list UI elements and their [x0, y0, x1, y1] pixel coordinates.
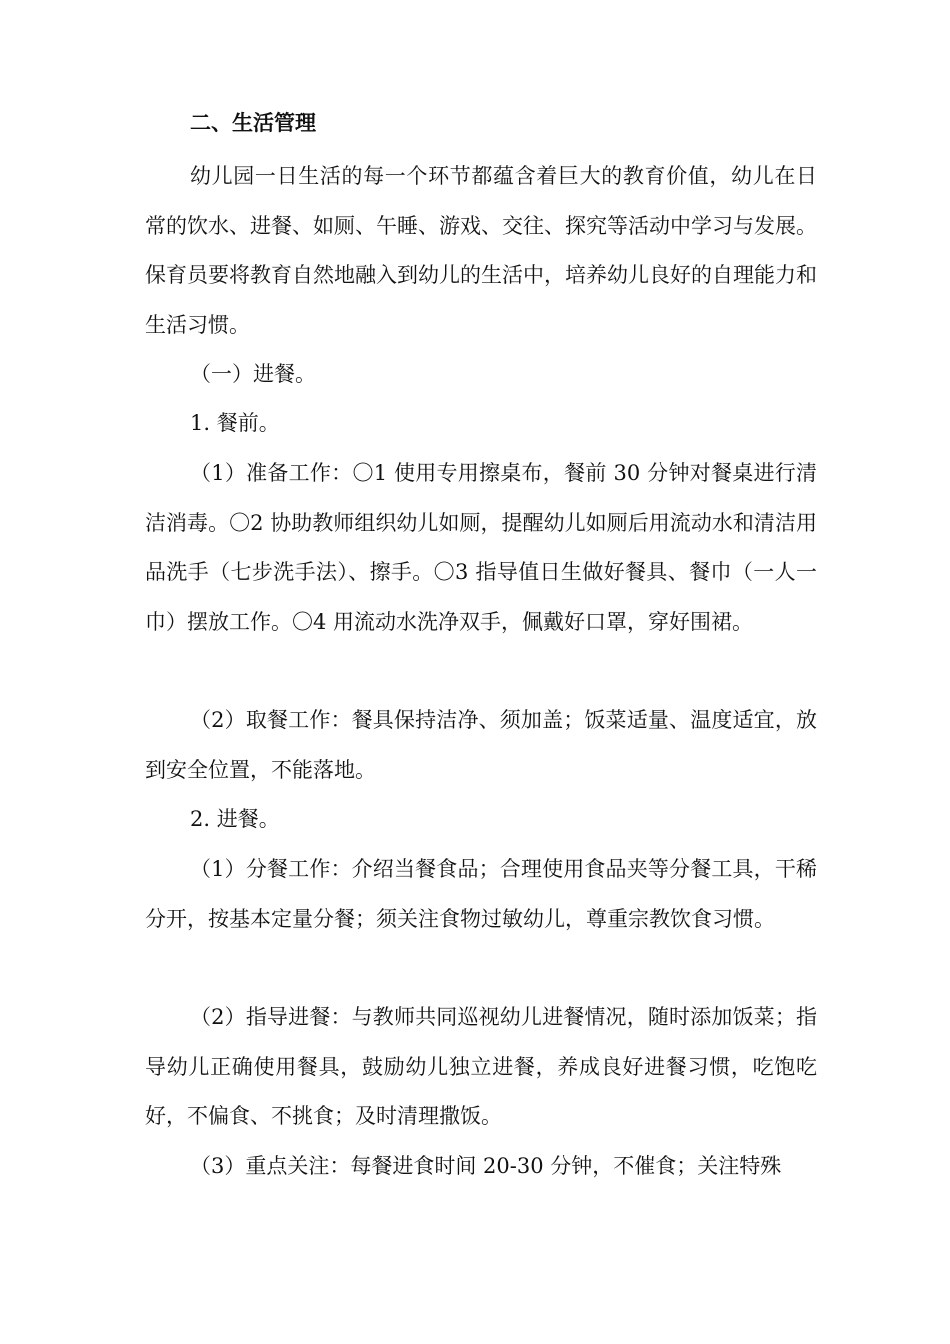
item-before-meal: 1. 餐前。	[190, 411, 280, 435]
paragraph-key-focus: （3）重点关注：每餐进食时间 20-30 分钟，不催食；关注特殊	[190, 1154, 782, 1178]
paragraph-fetch-meal: （2）取餐工作：餐具保持洁净、须加盖；饭菜适量、温度适宜，放到安全位置，不能落地。	[145, 708, 817, 782]
paragraph-preparation: （1）准备工作：〇1 使用专用擦桌布，餐前 30 分钟对餐桌进行清洁消毒。〇2 协助教师组织幼儿如厕，提醒幼儿如厕后用流动水和清洁用品洗手（七步洗手法）、擦手。〇3 指导值日生做好餐具、餐巾（一人一巾）摆放工作。〇4 用流动水洗净双手，佩戴好口罩，穿好围裙。	[145, 461, 817, 634]
item-during-meal: 2. 进餐。	[190, 807, 280, 831]
paragraph-guidance: （2）指导进餐：与教师共同巡视幼儿进餐情况，随时添加饭菜；指导幼儿正确使用餐具，鼓励幼儿独立进餐，养成良好进餐习惯，吃饱吃好，不偏食、不挑食；及时清理撒饭。	[145, 1005, 817, 1128]
intro-paragraph: 幼儿园一日生活的每一个环节都蕴含着巨大的教育价值，幼儿在日常的饮水、进餐、如厕、午睡、游戏、交往、探究等活动中学习与发展。保育员要将教育自然地融入到幼儿的生活中，培养幼儿良好的自理能力和生活习惯。	[145, 164, 817, 337]
section-heading: 二、生活管理	[190, 110, 316, 135]
subsection-heading-meal: （一）进餐。	[190, 362, 316, 386]
paragraph-serving: （1）分餐工作：介绍当餐食品；合理使用食品夹等分餐工具，干稀分开，按基本定量分餐；须关注食物过敏幼儿，尊重宗教饮食习惯。	[145, 857, 817, 931]
